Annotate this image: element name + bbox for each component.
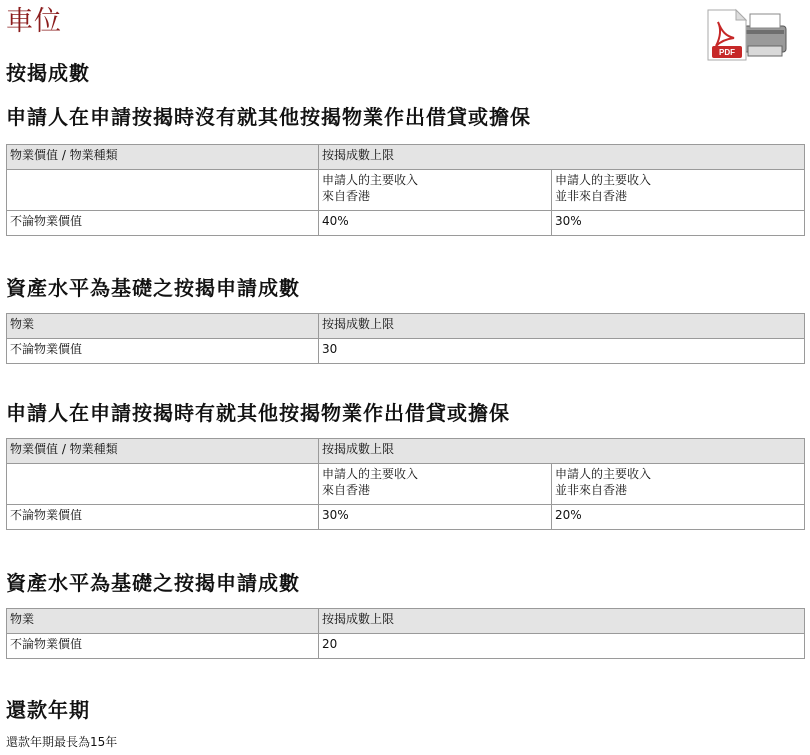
- subheader-income-hk: 申請人的主要收入 來自香港: [319, 170, 552, 211]
- row-label: 不論物業價值: [7, 339, 319, 364]
- row-label: 不論物業價值: [7, 634, 319, 659]
- section-title: 按揭成數: [6, 61, 90, 85]
- mortgage-table-3: [6, 438, 805, 530]
- table-1-heading: 申請人在申請按揭時沒有就其他按揭物業作出借貸或擔保: [6, 105, 531, 129]
- value-ratio: 20: [319, 634, 805, 659]
- value-income-non-hk: 30%: [552, 211, 805, 236]
- col-header-property: 物業: [7, 314, 319, 339]
- mortgage-table-1: [6, 144, 805, 236]
- repayment-text: 還款年期最長為15年: [6, 735, 118, 749]
- col-header-property: 物業價值 / 物業種類: [7, 145, 319, 170]
- subheader-income-non-hk: 申請人的主要收入 並非來自香港: [552, 170, 805, 211]
- table-cell-empty: [7, 464, 319, 505]
- table-cell-empty: [7, 170, 319, 211]
- mortgage-table-2: [6, 313, 805, 364]
- mortgage-table-4: [6, 608, 805, 659]
- repayment-heading: 還款年期: [6, 698, 90, 722]
- row-label: 不論物業價值: [7, 505, 319, 530]
- pdf-label: PDF: [719, 48, 735, 57]
- value-income-hk: 30%: [319, 505, 552, 530]
- subheader-income-non-hk: 申請人的主要收入 並非來自香港: [552, 464, 805, 505]
- page-title: 車位: [6, 6, 62, 37]
- pdf-print-icon[interactable]: [704, 6, 790, 64]
- col-header-max-ratio: 按揭成數上限: [319, 609, 805, 634]
- col-header-max-ratio: 按揭成數上限: [319, 439, 805, 464]
- col-header-property: 物業價值 / 物業種類: [7, 439, 319, 464]
- col-header-property: 物業: [7, 609, 319, 634]
- value-income-hk: 40%: [319, 211, 552, 236]
- table-3-heading: 申請人在申請按揭時有就其他按揭物業作出借貸或擔保: [6, 401, 510, 425]
- subheader-income-hk: 申請人的主要收入 來自香港: [319, 464, 552, 505]
- value-ratio: 30: [319, 339, 805, 364]
- row-label: 不論物業價值: [7, 211, 319, 236]
- col-header-max-ratio: 按揭成數上限: [319, 314, 805, 339]
- table-4-heading: 資產水平為基礎之按揭申請成數: [6, 571, 300, 595]
- col-header-max-ratio: 按揭成數上限: [319, 145, 805, 170]
- table-2-heading: 資產水平為基礎之按揭申請成數: [6, 276, 300, 300]
- value-income-non-hk: 20%: [552, 505, 805, 530]
